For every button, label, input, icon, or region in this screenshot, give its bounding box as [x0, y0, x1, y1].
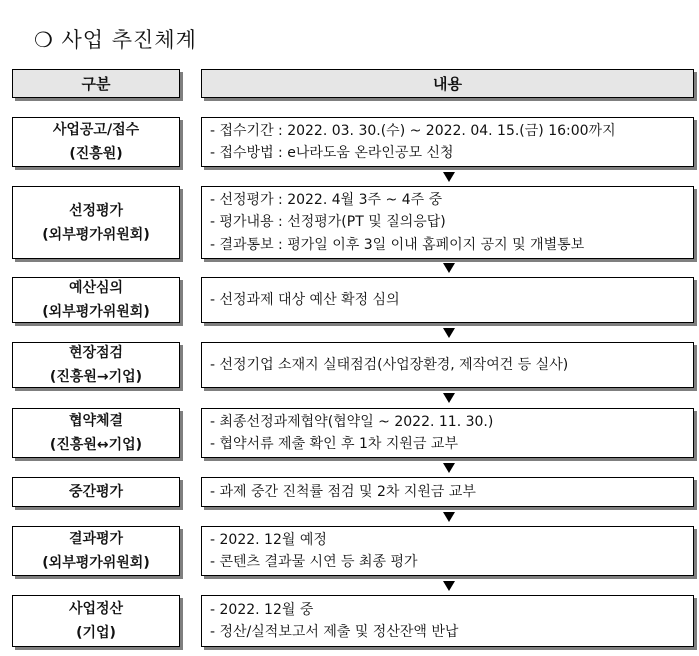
stage-label-box	[12, 117, 180, 167]
stage-label-box	[12, 186, 180, 259]
header-category-label: 구분	[81, 75, 111, 93]
stage-label-line: (진흥원↔기업)	[49, 437, 143, 453]
stage-content-item: - 접수방법 : e나라도움 온라인공모 신청	[210, 145, 454, 161]
stage-label-line: 선정평가	[68, 202, 124, 219]
stage-label-line: (외부평가위원회)	[42, 555, 150, 571]
stage-label-line: 사업공고/접수	[52, 122, 140, 138]
stage-label-line: (진흥원→기업)	[49, 369, 143, 385]
down-arrow-icon	[443, 581, 455, 591]
stage-content-box	[201, 277, 694, 323]
stage-content-item: - 평가내용 : 선정평가(PT 및 질의응답)	[210, 214, 446, 231]
stage-content-box	[201, 477, 694, 507]
stage-content-item: - 콘텐츠 결과물 시연 등 최종 평가	[210, 554, 418, 570]
stage-content-item: - 선정평가 : 2022. 4월 3주 ~ 4주 중	[210, 191, 443, 208]
stage-content-item: - 선정기업 소재지 실태점검(사업장환경, 제작여건 등 실사)	[210, 356, 569, 373]
stage-label-line: (외부평가위원회)	[42, 226, 150, 243]
stage-label-line: 협약체결	[68, 413, 124, 429]
header-content	[201, 69, 694, 98]
down-arrow-icon	[443, 463, 455, 473]
stage-label-box	[12, 277, 180, 323]
stage-label-line: 현장점검	[68, 345, 124, 361]
stage-content-item: - 결과통보 : 평가일 이후 3일 이내 홈페이지 공지 및 개별통보	[210, 236, 585, 253]
down-arrow-icon	[443, 172, 455, 182]
stage-label-line: (기업)	[76, 625, 116, 641]
stage-content-box	[201, 186, 694, 259]
down-arrow-icon	[443, 263, 455, 273]
stage-content-item: - 선정과제 대상 예산 확정 심의	[210, 291, 400, 308]
stage-label-box	[12, 595, 180, 647]
header-content-label: 내용	[433, 75, 462, 93]
stage-content-box	[201, 526, 694, 576]
down-arrow-icon	[443, 328, 455, 338]
stage-label-line: (외부평가위원회)	[42, 304, 150, 320]
stage-label-line: 예산심의	[68, 280, 124, 296]
down-arrow-icon	[443, 512, 455, 522]
stage-content-item: - 2022. 12월 중	[210, 601, 314, 618]
stage-label-line: 사업정산	[68, 601, 124, 617]
stage-content-item: - 접수기간 : 2022. 03. 30.(수) ~ 2022. 04. 15.(금) 16:00까지	[210, 122, 616, 139]
stage-label-line: 결과평가	[68, 531, 124, 547]
stage-content-item: - 정산/실적보고서 제출 및 정산잔액 반납	[210, 624, 459, 640]
stage-content-box	[201, 408, 694, 458]
down-arrow-icon	[443, 393, 455, 403]
stage-label-box	[12, 526, 180, 576]
stage-label-box	[12, 342, 180, 388]
header-category	[12, 69, 180, 98]
stage-content-item: - 협약서류 제출 확인 후 1차 지원금 교부	[210, 436, 458, 452]
stage-label-line: 중간평가	[68, 484, 124, 500]
section-title: ❍ 사업 추진체계	[34, 28, 197, 52]
stage-label-line: (진흥원)	[69, 146, 123, 162]
stage-label-box	[12, 477, 180, 507]
stage-content-box	[201, 342, 694, 388]
stage-content-box	[201, 117, 694, 167]
stage-label-box	[12, 408, 180, 458]
stage-content-item: - 과제 중간 진척률 점검 및 2차 지원금 교부	[210, 483, 476, 500]
stage-content-item: - 최종선정과제협약(협약일 ~ 2022. 11. 30.)	[210, 413, 494, 430]
stage-content-box	[201, 595, 694, 647]
stage-content-item: - 2022. 12월 예정	[210, 531, 327, 548]
